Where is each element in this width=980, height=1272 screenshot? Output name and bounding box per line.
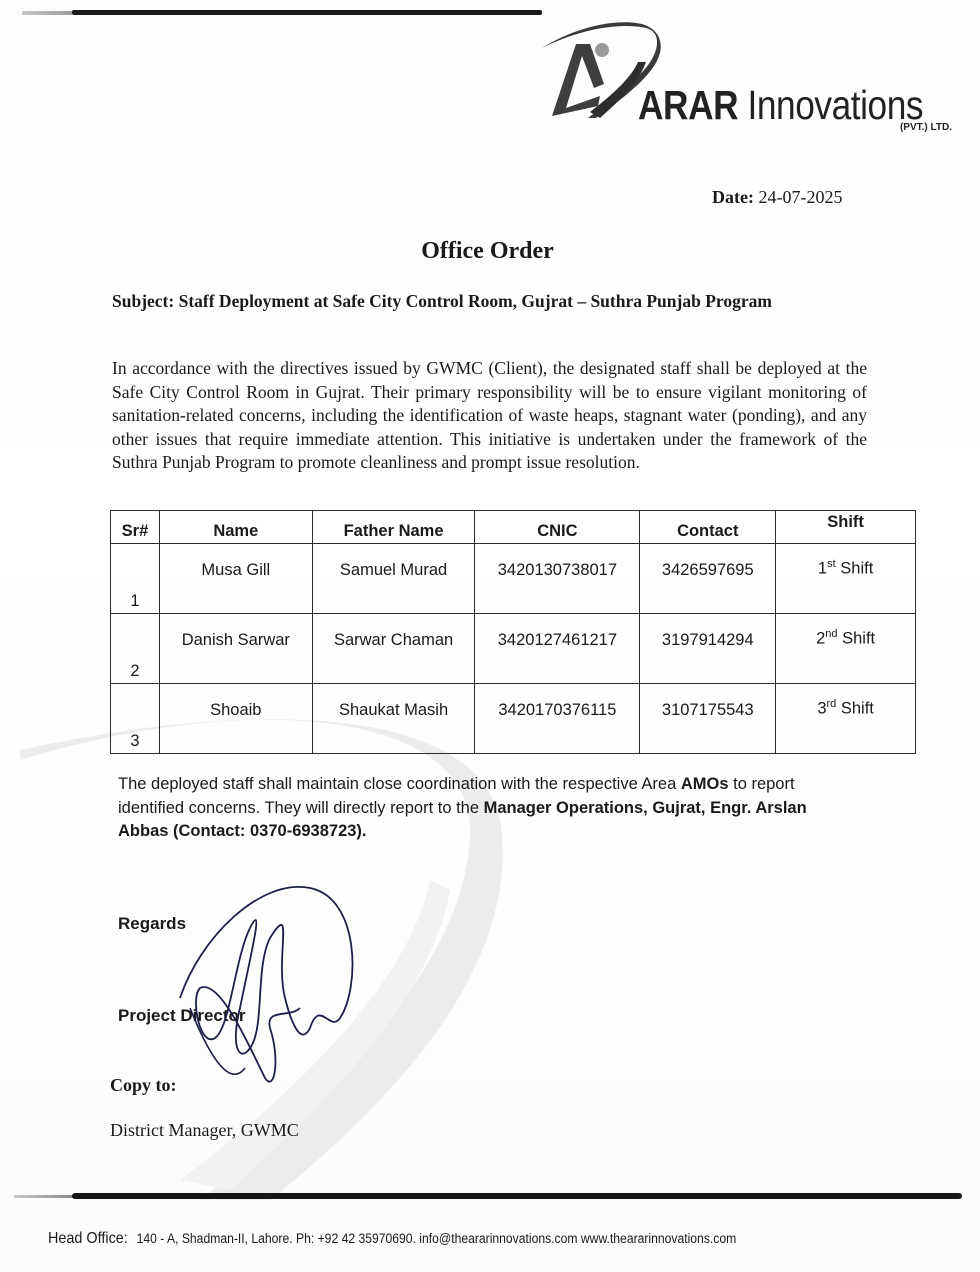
cell-contact: 3426597695 — [640, 544, 776, 614]
cell-sr: 1 — [111, 544, 160, 614]
shift-word: Shift — [836, 699, 874, 718]
staff-deployment-table — [110, 510, 916, 754]
signatory-designation: Project Director — [118, 1006, 246, 1025]
shift-number: 3 — [817, 699, 827, 718]
company-name — [638, 82, 923, 129]
cell-cnic: 3420170376115 — [475, 684, 640, 754]
shift-number: 1 — [817, 559, 828, 578]
header-sr: Sr# — [111, 511, 160, 544]
body-paragraph: In accordance with the directives issued by GWMC (Client), the designated staff shall be deployed at the Safe City Control Room in Gujrat. Their primary responsibility will be to ensure vigilant monitoring of sanitation-related concerns, including the identification of waste heaps, stagnant water (ponding), and any other issues that require immediate attention. This initiative is undertaken under the framework of the Suthra Punjab Program to promote cleanliness and prompt issue resolution. — [112, 358, 867, 472]
cell-father-name: Samuel Murad — [312, 544, 475, 614]
shift-word: Shift — [835, 559, 874, 578]
company-name-bold: ARAR — [638, 82, 739, 128]
letterhead-footer — [48, 1230, 858, 1248]
document-title: Office Order — [421, 238, 554, 264]
subject-line: Subject: Staff Deployment at Safe City Control Room, Gujrat – Suthra Punjab Program — [112, 291, 772, 311]
cell-name: Danish Sarwar — [159, 614, 312, 684]
company-logo — [538, 22, 968, 142]
date-label: Date: — [712, 187, 754, 207]
bottom-rule — [72, 1193, 962, 1199]
footer-email[interactable]: info@theararinnovations.com — [419, 1231, 578, 1246]
bottom-rule-fade — [14, 1195, 74, 1198]
date-value: 24-07-2025 — [758, 187, 843, 207]
cell-shift — [776, 544, 916, 614]
cell-name: Musa Gill — [159, 544, 312, 614]
footer-label: Head Office: — [48, 1230, 128, 1247]
copy-to-label: Copy to: — [110, 1075, 177, 1095]
header-name: Name — [159, 511, 312, 544]
cell-sr: 3 — [111, 684, 160, 754]
footer-website[interactable]: www.theararinnovations.com — [580, 1231, 737, 1246]
cell-shift — [776, 614, 916, 684]
cell-contact: 3197914294 — [640, 614, 776, 684]
top-rule-fade — [22, 11, 72, 15]
cell-contact: 3107175543 — [640, 684, 776, 754]
closing-paragraph — [118, 773, 858, 844]
shift-ordinal: nd — [825, 628, 838, 640]
table-header-row — [111, 511, 916, 544]
copy-recipient: District Manager, GWMC — [110, 1120, 299, 1140]
cell-cnic: 3420127461217 — [475, 614, 640, 684]
closing-bold-amos: AMOs — [680, 775, 729, 793]
company-suffix: (PVT.) LTD. — [899, 122, 952, 133]
closing-text-2: to report identified concerns. They will directly report to the — [118, 775, 795, 817]
cell-name: Shoaib — [159, 684, 312, 754]
cell-shift — [776, 684, 916, 754]
regards-text: Regards — [118, 914, 187, 933]
cell-cnic: 3420130738017 — [475, 544, 640, 614]
header-cnic: CNIC — [475, 511, 640, 544]
shift-ordinal: st — [827, 558, 836, 570]
closing-bold-manager: Manager Operations, Gujrat, Engr. Arslan Abbas (Contact: 0370-6938723). — [118, 798, 807, 840]
signature-icon — [170, 878, 370, 1098]
footer-address: 140 - A, Shadman-II, Lahore. — [136, 1231, 293, 1246]
cell-sr: 2 — [111, 614, 160, 684]
shift-word: Shift — [837, 629, 876, 648]
shift-ordinal: rd — [826, 698, 837, 710]
cell-father-name: Shaukat Masih — [312, 684, 475, 754]
document-date — [712, 187, 842, 208]
header-contact: Contact — [640, 511, 776, 544]
top-rule — [72, 10, 542, 15]
closing-text-1: The deployed staff shall maintain close coordination with the respective Area — [118, 775, 681, 793]
shift-number: 2 — [816, 629, 826, 648]
footer-phone: Ph: +92 42 35970690. — [295, 1231, 416, 1246]
header-shift: Shift — [776, 511, 916, 544]
table-row — [111, 614, 916, 684]
header-father-name: Father Name — [312, 511, 475, 544]
company-name-rest: Innovations — [738, 82, 924, 128]
table-row — [111, 544, 916, 614]
cell-father-name: Sarwar Chaman — [312, 614, 475, 684]
table-row — [111, 684, 916, 754]
